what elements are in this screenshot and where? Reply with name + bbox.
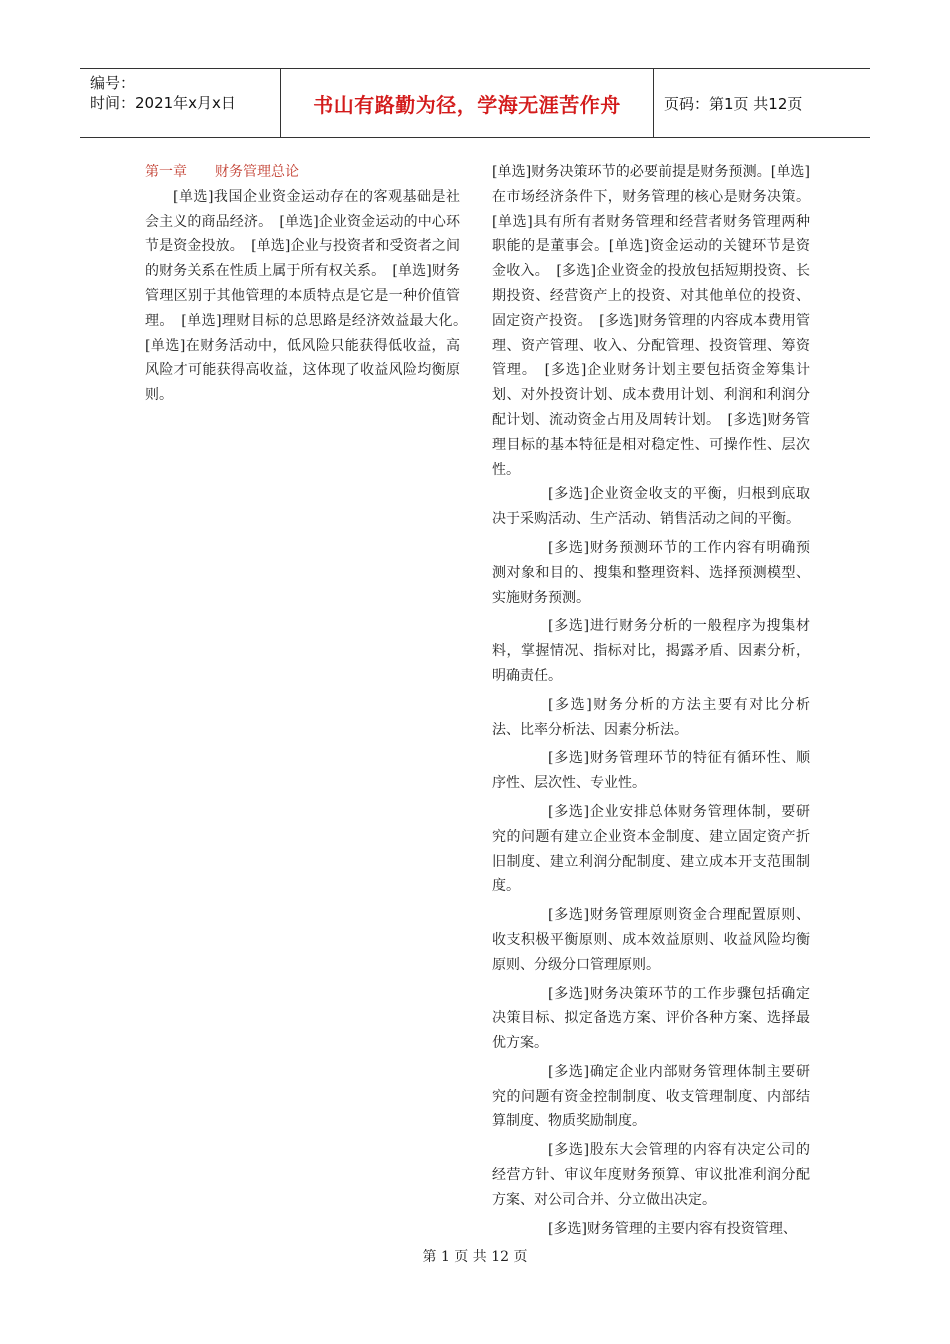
question-item: [多选]财务决策环节的工作步骤包括确定决策目标、拟定备选方案、评价各种方案、选择最优方案。 <box>492 985 810 1052</box>
document-header <box>80 68 870 138</box>
question-item: [多选]财务管理原则资金合理配置原则、收支积极平衡原则、成本效益原则、收益风险均衡原则、分级分口管理原则。 <box>492 907 810 973</box>
question-item: [多选]确定企业内部财务管理体制主要研究的问题有资金控制制度、收支管理制度、内部结算制度、物质奖励制度。 <box>492 1063 810 1130</box>
question-item: [多选]财务分析的方法主要有对比分析法、比率分析法、因素分析法。 <box>492 696 810 738</box>
chapter-number: 第一章 <box>145 164 187 180</box>
question-item: [多选]企业资金收支的平衡，归根到底取决于采购活动、生产活动、销售活动之间的平衡。 <box>492 486 810 528</box>
header-meta <box>80 69 281 137</box>
document-date-label: 时间：2021年x月x日 <box>90 94 236 112</box>
question-item: [多选]财务预测环节的工作内容有明确预测对象和目的、搜集和整理资料、选择预测模型、实施财务预测。 <box>492 539 810 606</box>
document-number-label: 编号： <box>90 74 136 92</box>
question-item: [多选]财务管理环节的特征有循环性、顺序性、层次性、专业性。 <box>492 750 810 792</box>
left-paragraph: [单选]我国企业资金运动存在的客观基础是社会主义的商品经济。 [单选]企业资金运动的中心环节是资金投放。 [单选]企业与投资者和受资者之间的财务关系在性质上属于所有权关系。 [单选]财务管理区别于其他管理的本质特点是它是一种价值管理。 [单选]理财目标的总思路是经济效益最大化。 [单选]在财务活动中，低风险只能获得低收益，高风险才可能获得高收益，这体现了收益风险均衡原则。 <box>145 188 474 404</box>
right-column <box>492 160 810 1245</box>
right-lead-paragraph: [单选]财务决策环节的必要前提是财务预测。[单选]在市场经济条件下，财务管理的核心是财务决策。[单选]具有所有者财务管理和经营者财务管理两种职能的是董事会。[单选]资金运动的关键环节是资金收入。 [多选]企业资金的投放包括短期投资、长期投资、经营资产上的投资、对其他单位的投资、固定资产投资。 [多选]财务管理的内容成本费用管理、资产管理、收入、分配管理、投资管理、筹资管理。 [多选]企业财务计划主要包括资金筹集计划、对外投资计划、成本费用计划、利润和利润分配计划、流动资金占用及周转计划。 [多选]财务管理目标的基本特征是相对稳定性、可操作性、层次性。 <box>492 164 810 478</box>
left-column <box>145 160 474 408</box>
question-list <box>492 482 810 1241</box>
chapter-heading <box>145 160 460 185</box>
header-page-info: 页码：第1页 共12页 <box>664 94 803 113</box>
question-item: [多选]财务管理的主要内容有投资管理、 <box>548 1220 797 1237</box>
question-item: [多选]股东大会管理的内容有决定公司的经营方针、审议年度财务预算、审议批准利润分配方案、对公司合并、分立做出决定。 <box>492 1142 810 1208</box>
question-item: [多选]进行财务分析的一般程序为搜集材料，掌握情况、指标对比，揭露矛盾、因素分析，明确责任。 <box>492 618 810 684</box>
page-footer: 第 1 页 共 12 页 <box>422 1249 528 1265</box>
header-motto: 书山有路勤为径，学海无涯苦作舟 <box>281 69 654 137</box>
chapter-title: 财务管理总论 <box>215 164 299 180</box>
question-item: [多选]企业安排总体财务管理体制，要研究的问题有建立企业资本金制度、建立固定资产折旧制度、建立利润分配制度、建立成本开支范围制度。 <box>492 803 810 895</box>
